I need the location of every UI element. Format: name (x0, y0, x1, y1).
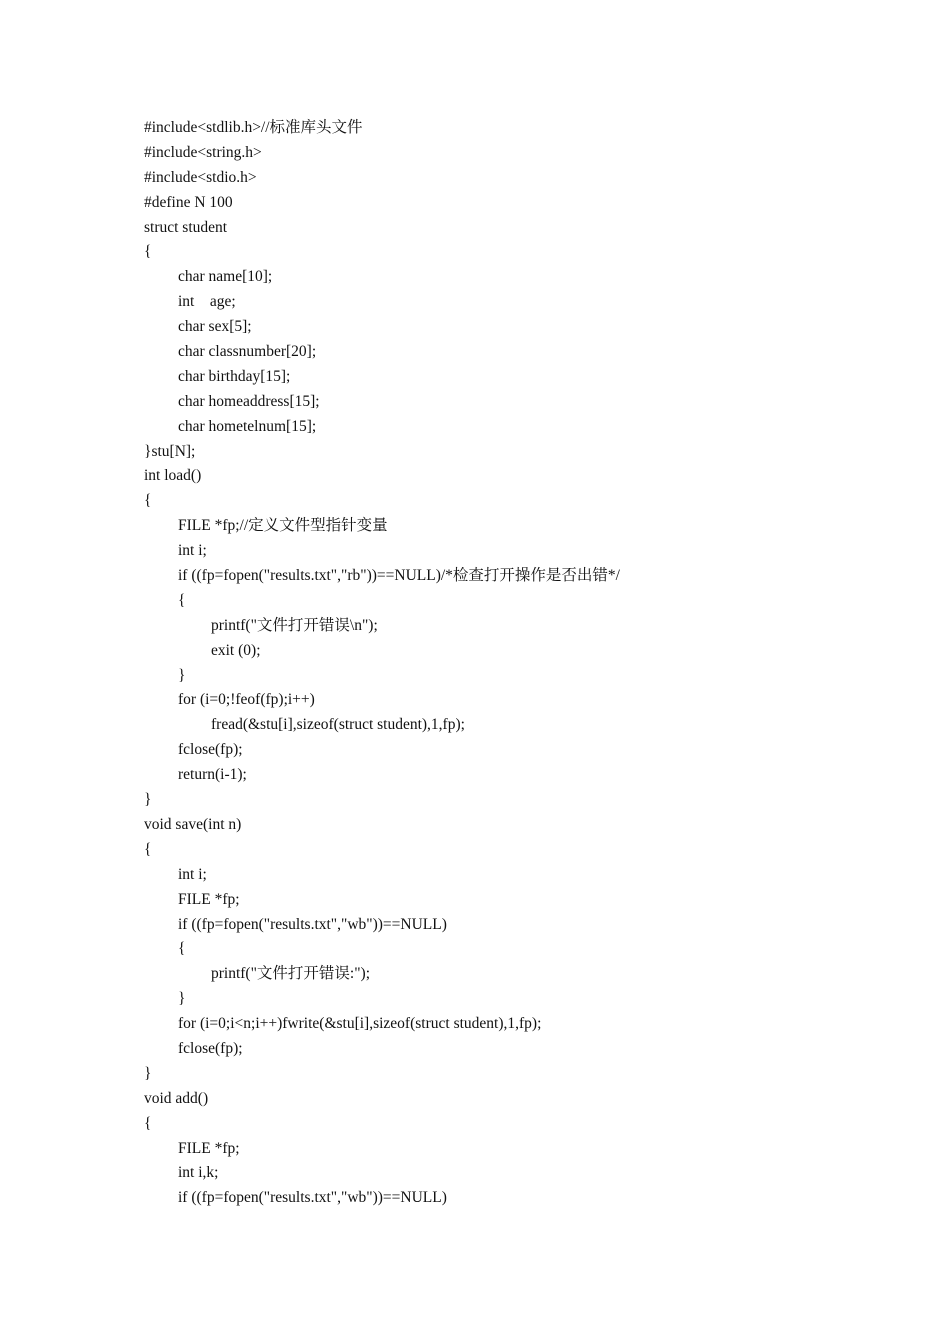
code-line: int load() (144, 467, 202, 485)
code-line: int age; (178, 293, 236, 311)
code-line: } (178, 990, 186, 1008)
code-line: void add() (144, 1089, 209, 1107)
code-line: char homeaddress[15]; (178, 392, 320, 410)
code-line: printf("文件打开错误\n"); (211, 616, 378, 634)
code-line: if ((fp=fopen("results.txt","wb"))==NULL) (178, 1189, 447, 1207)
code-line: } (178, 666, 186, 684)
code-line: int i; (178, 865, 207, 883)
code-line: { (144, 243, 152, 261)
code-line: char classnumber[20]; (178, 343, 317, 361)
code-line: FILE *fp; (178, 1139, 240, 1157)
code-line: { (144, 840, 152, 858)
code-line: FILE *fp;//定义文件型指针变量 (178, 517, 388, 535)
code-line: struct student (144, 218, 228, 236)
code-line: }stu[N]; (144, 442, 196, 460)
code-line: for (i=0;!feof(fp);i++) (178, 691, 315, 709)
code-line: return(i-1); (178, 766, 247, 784)
code-line: fclose(fp); (178, 741, 243, 759)
code-line: #include<stdlib.h>//标准库头文件 (144, 119, 363, 136)
code-line: for (i=0;i<n;i++)fwrite(&stu[i],sizeof(struct student),1,fp); (178, 1015, 542, 1033)
code-line: #include<string.h> (144, 143, 262, 161)
code-line: { (144, 1114, 152, 1132)
code-line: { (178, 591, 186, 609)
code-line: #include<stdio.h> (144, 168, 257, 186)
code-line: if ((fp=fopen("results.txt","rb"))==NULL)/*检查打开操作是否出错*/ (178, 567, 620, 585)
code-line: } (144, 1064, 152, 1082)
code-line: printf("文件打开错误:"); (211, 965, 371, 983)
code-line: #define N 100 (144, 193, 233, 211)
code-line: fclose(fp); (178, 1039, 243, 1057)
code-line: exit (0); (211, 641, 261, 659)
code-line: if ((fp=fopen("results.txt","wb"))==NULL) (178, 915, 447, 933)
code-line: { (178, 940, 186, 958)
code-line: char birthday[15]; (178, 367, 291, 385)
code-line: { (144, 492, 152, 510)
code-line: char sex[5]; (178, 318, 252, 336)
code-line: void save(int n) (144, 815, 242, 833)
code-line: int i,k; (178, 1164, 219, 1182)
code-line: fread(&stu[i],sizeof(struct student),1,fp); (211, 716, 465, 734)
code-line: char hometelnum[15]; (178, 417, 317, 435)
code-line: int i; (178, 542, 207, 560)
code-listing (144, 116, 620, 1211)
code-line: char name[10]; (178, 268, 273, 286)
code-line: } (144, 791, 152, 809)
code-line: FILE *fp; (178, 890, 240, 908)
